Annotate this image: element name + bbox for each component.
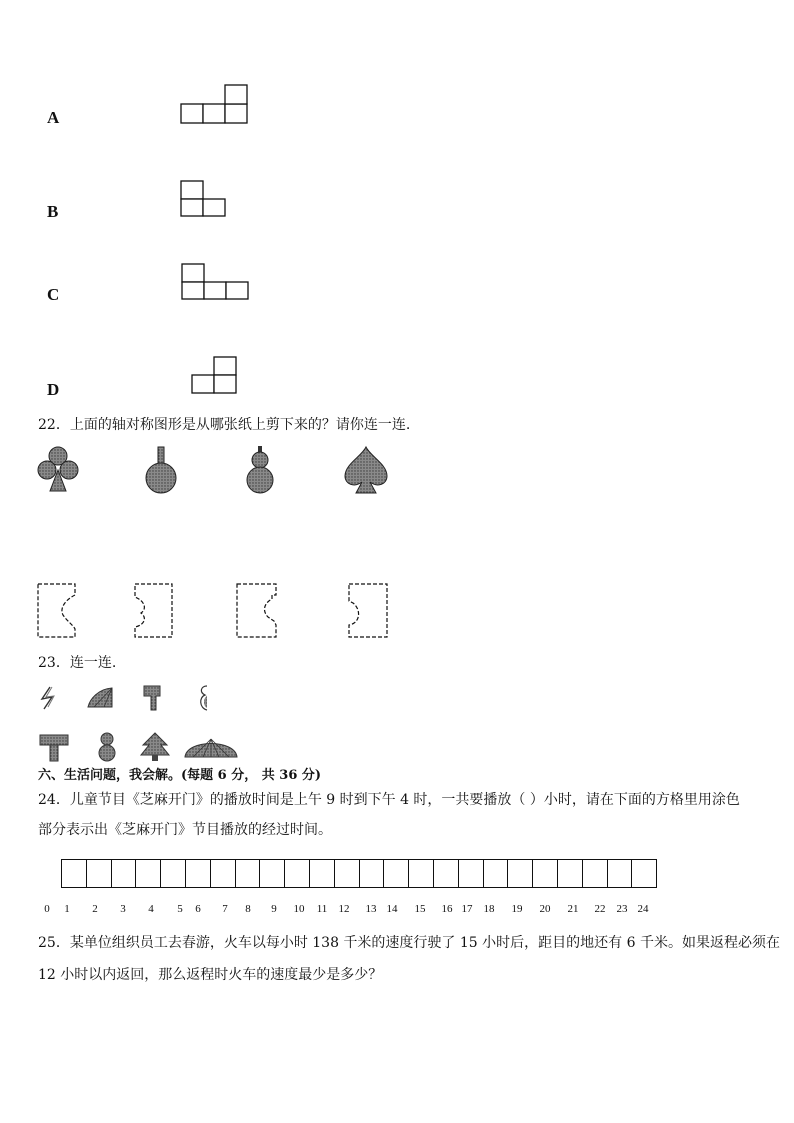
timeline-grid <box>61 859 657 888</box>
timeline-cell[interactable] <box>87 860 112 887</box>
q25-line1: 25．某单位组织员工去春游，火车以每小时 138 千米的速度行驶了 15 小时后，距目的地还有 6 千米。如果返程必须在 <box>38 935 780 951</box>
timeline-tick-label: 20 <box>539 903 551 915</box>
section-6-title: 六、生活问题，我会解。(每题 6 分， 共 36 分) <box>38 768 322 783</box>
snowman <box>94 731 120 763</box>
q23-text: 23．连一连. <box>38 655 117 671</box>
timeline-tick-label: 7 <box>222 903 228 915</box>
timeline-tick-label: 1 <box>64 903 70 915</box>
timeline-tick-label: 16 <box>441 903 453 915</box>
q25-line2: 12 小时以内返回，那么返程时火车的速度最少是多少？ <box>38 967 383 983</box>
q24-line1: 24．儿童节目《芝麻开门》的播放时间是上午 9 时到下午 4 时，一共要播放（ ）小时，请在下面的方格里用涂色 <box>38 792 740 808</box>
option-c-label: C <box>47 285 60 304</box>
timeline-tick-label: 10 <box>293 903 305 915</box>
timeline-cell[interactable] <box>558 860 583 887</box>
timeline-tick-label: 12 <box>338 903 350 915</box>
timeline-cell[interactable] <box>112 860 137 887</box>
timeline-tick-label: 3 <box>120 903 126 915</box>
timeline-cell[interactable] <box>161 860 186 887</box>
timeline-cell[interactable] <box>583 860 608 887</box>
option-b-label: B <box>47 202 59 221</box>
timeline-tick-label: 17 <box>461 903 473 915</box>
umbrella <box>183 733 239 761</box>
timeline-tick-label: 19 <box>511 903 523 915</box>
timeline-cell[interactable] <box>260 860 285 887</box>
timeline-cell[interactable] <box>632 860 656 887</box>
timeline-tick-label: 15 <box>414 903 426 915</box>
timeline-cell[interactable] <box>533 860 558 887</box>
gourd-shape <box>243 446 277 496</box>
timeline-tick-label: 22 <box>594 903 606 915</box>
timeline-tick-label: 6 <box>195 903 201 915</box>
timeline-cell[interactable] <box>310 860 335 887</box>
timeline-cell[interactable] <box>186 860 211 887</box>
half-mushroom <box>142 684 164 712</box>
timeline-cell[interactable] <box>608 860 633 887</box>
timeline-cell[interactable] <box>211 860 236 887</box>
option-c-figure <box>181 263 253 303</box>
timeline-cell[interactable] <box>459 860 484 887</box>
timeline-cell[interactable] <box>335 860 360 887</box>
timeline-tick-label: 13 <box>365 903 377 915</box>
timeline-cell[interactable] <box>285 860 310 887</box>
timeline-tick-label: 4 <box>148 903 154 915</box>
timeline-tick-label: 9 <box>271 903 277 915</box>
timeline-cell[interactable] <box>409 860 434 887</box>
timeline-cell[interactable] <box>434 860 459 887</box>
half-snowman <box>197 684 211 714</box>
timeline-tick-label: 0 <box>44 903 50 915</box>
timeline-tick-label: 14 <box>386 903 398 915</box>
option-d-figure <box>191 356 241 396</box>
q24-line2: 部分表示出《芝麻开门》节目播放的经过时间。 <box>38 822 332 838</box>
club-shape <box>36 446 82 494</box>
option-a-label: A <box>47 108 60 127</box>
timeline-tick-label: 8 <box>245 903 251 915</box>
timeline-tick-label: 2 <box>92 903 98 915</box>
folded-paper-2 <box>131 583 175 639</box>
timeline-tick-label: 5 <box>177 903 183 915</box>
mushroom <box>38 731 72 763</box>
timeline-tick-label: 24 <box>637 903 649 915</box>
option-d-label: D <box>47 380 60 399</box>
q22-text: 22．上面的轴对称图形是从哪张纸上剪下来的？请你连一连. <box>38 417 411 433</box>
timeline-cell[interactable] <box>484 860 509 887</box>
half-lightning <box>38 685 60 713</box>
tree <box>139 731 171 763</box>
folded-paper-3 <box>236 583 280 639</box>
option-a-figure <box>180 87 250 127</box>
timeline-cell[interactable] <box>62 860 87 887</box>
ball-on-stick-shape <box>140 446 182 496</box>
timeline-tick-label: 11 <box>316 903 328 915</box>
timeline-cell[interactable] <box>360 860 385 887</box>
timeline-cell[interactable] <box>236 860 261 887</box>
timeline-tick-label: 18 <box>483 903 495 915</box>
option-b-figure <box>180 180 230 220</box>
timeline-cell[interactable] <box>136 860 161 887</box>
timeline-tick-label: 21 <box>567 903 579 915</box>
half-umbrella <box>86 685 116 711</box>
spade-shape <box>342 446 390 496</box>
timeline-tick-label: 23 <box>616 903 628 915</box>
timeline-cell[interactable] <box>508 860 533 887</box>
timeline-cell[interactable] <box>384 860 409 887</box>
folded-paper-4 <box>345 583 389 639</box>
folded-paper-1 <box>37 583 79 639</box>
